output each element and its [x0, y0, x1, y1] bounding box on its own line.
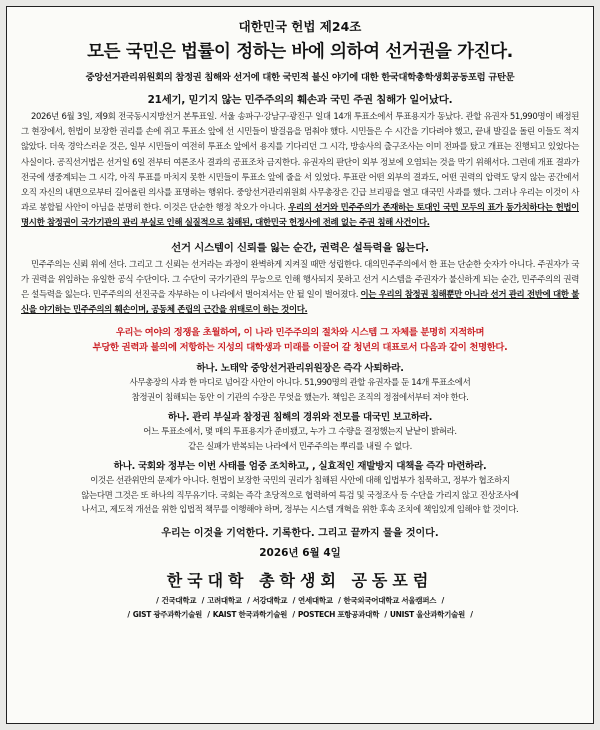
demand-heading: 하나. 노태악 중앙선거관리위원장은 즉각 사퇴하라.	[196, 363, 404, 375]
demand-heading: 하나. 국회와 정부는 이번 사태를 엄중 조치하고, , 실효적인 재발방지 대책을 즉각 마련하라.	[113, 461, 487, 473]
demand-1	[21, 360, 579, 404]
university: 연세대학교	[298, 595, 333, 605]
statement-page	[6, 6, 594, 724]
section2-paragraph	[21, 257, 579, 318]
statement-title: 중앙선거관리위원회의 참정권 침해와 선거에 대한 국민적 불신 야기에 대한 한국대학총학생회공동포럼 규탄문	[85, 72, 515, 83]
law-text: 모든 국민은 법률이 정하는 바에 의하여 선거권을 가진다.	[87, 42, 513, 62]
university-list	[21, 594, 579, 622]
university: 한국외국어대학교 서울캠퍼스	[343, 595, 437, 605]
demand-line: 어느 투표소에서, 몇 매의 투표용지가 준비됐고, 누가 그 수량을 결정했는지 낱낱이 밝혀라.	[143, 426, 457, 437]
demand-body	[21, 424, 579, 453]
red-statement-line: 부당한 권력과 불의에 저항하는 지성의 대학생과 미래를 이끌어 갈 청년의 대표로서 다음과 같이 천명한다.	[92, 342, 508, 354]
section2-heading: 선거 시스템이 신뢰를 잃는 순간, 권력은 설득력을 잃는다.	[171, 241, 429, 254]
sep: /	[292, 609, 295, 619]
sep: /	[470, 609, 473, 619]
section1-text: 2026년 6월 3일, 제9회 전국동시지방선거 본투표일. 서울 송파구·강남구·광진구 일대 14개 투표소에서 투표용지가 동났다. 관할 유권자 51,990명이 배정된 그 현장에서, 헌법이 보장한 권리를 손에 쥐고 투표소 앞에 선 시민들이 발걸음을 멈춰야 했다. 시민들은 수 시간을 기다려야 했고, 끝내 발길을 돌린 이들도 적지 않았다. 더욱 경악스러운 것은, 일부 시민들이 여전히 투표소 앞에서 용지를 기다리던 그 시각, 방송사의 출구조사는 이미 전파를 탔고 개표는 진행되고 있었다는 사실이다. 공직선거법은 선거일 6일 전부터 여론조사 결과의 공표조차 금지한다. 유권자의 판단이 외부 정보에 오염되는 것을 막기 위해서다. 그런데 개표 결과가 전국에 생중계되는 그 시각, 아직 투표를 마치지 못한 시민들이 투표소 앞에 줄을 서 있었다. 투표란 어떤 외부의 결과도, 어떤 권력의 압력도 닿지 않는 공간에서 오직 자신의 내면으로부터 길어올린 의사를 표명하는 행위다. 중앙선거관리위원회 사무총장은 긴급 브리핑을 열고 대국민 사과를 했다. 그러나 우리는 이것이 사과로 봉합될 사안이 아님을 분명히 한다. 이것은 단순한 행정 착오가 아니다.	[21, 111, 579, 213]
sep: /	[441, 595, 444, 605]
demand-body	[21, 375, 579, 404]
sep: /	[247, 595, 250, 605]
sep: /	[156, 595, 159, 605]
sep: /	[338, 595, 341, 605]
red-statement	[21, 325, 579, 355]
university: POSTECH 포항공과대학	[297, 609, 380, 619]
sep: /	[127, 609, 130, 619]
demand-2	[21, 409, 579, 453]
section1-paragraph	[21, 109, 579, 231]
organization-name: 한국대학 총학생회 공동포럼	[166, 570, 434, 590]
red-statement-line: 우리는 여야의 정쟁을 초월하여, 이 나라 민주주의의 절차와 시스템 그 자체를 분명히 지적하며	[115, 327, 485, 339]
closing-statement: 우리는 이것을 기억한다. 기록한다. 그리고 끝까지 물을 것이다.	[161, 527, 439, 539]
demand-heading: 하나. 관리 부실과 참정권 침해의 경위와 전모를 대국민 보고하라.	[167, 412, 433, 424]
sep: /	[201, 595, 205, 605]
demand-3	[21, 458, 579, 517]
section2-text: 민주주의는 신뢰 위에 선다. 그리고 그 신뢰는 선거라는 과정이 완벽하게 지켜질 때만 성립한다. 대의민주주의에서 한 표는 단순한 숫자가 아니다. 주권자가 국가 권력을 위임하는 유일한 공식 수단이다. 그 수단이 국가기관의 무능으로 인해 행사되지 못하고 선거 시스템을 주권자가 불신하게 되는 순간, 민주주의의 권력은 설득력을 잃는다. 민주주의의 선진국을 자부하는 이 나라에서 벌어져서는 안 될 일이 벌어졌다.	[21, 258, 579, 300]
university: 건국대학교	[161, 595, 197, 605]
demand-line: 나서고, 제도적 개선을 위한 입법적 책무를 이행해야 하며, 정부는 시스템 개혁을 위한 후속 조치에 책임있게 임해야 할 것이다.	[81, 504, 519, 515]
sep: /	[207, 609, 210, 619]
university: UNIST 울산과학기술원	[389, 609, 465, 619]
section1-heading: 21세기, 믿기지 않는 민주주의의 훼손과 국민 주권 침해가 일어났다.	[147, 94, 453, 106]
university-row-2	[21, 608, 579, 622]
law-title: 대한민국 헌법 제24조	[238, 19, 362, 34]
demand-line: 참정권이 침해되는 동안 이 기관의 수장은 무엇을 했는가. 책임은 조직의 정점에서부터 져야 한다.	[131, 391, 469, 402]
demand-body	[21, 473, 579, 517]
university: GIST 광주과학기술원	[132, 609, 202, 619]
demand-line: 사무총장의 사과 한 마디로 넘어갈 사안이 아니다. 51,990명의 관할 유권자를 둔 14개 투표소에서	[129, 377, 471, 388]
university-row-1	[21, 594, 579, 608]
sep: /	[292, 595, 296, 605]
section2-emphasis: 이는 우리의 참정권 침해뿐만 아니라 선거 관리 전반에 대한 불신을 야기하는 민주주의의 훼손이며, 공동체 존립의 근간을 위태로이 하는 것이다.	[21, 289, 579, 315]
demand-line: 않는다면 그것은 또 하나의 직무유기다. 국회는 즉각 초당적으로 협력하여 특검 및 국정조사 등 수단을 가리지 않고 진상조사에	[81, 489, 519, 500]
university: KAIST 한국과학기술원	[212, 609, 288, 619]
university: 서강대학교	[252, 595, 288, 605]
section1-emphasis: 우리의 선거와 민주주의가 존재하는 토대인 국민 모두의 표가 동가치하다는 헌법이 명시한 참정권이 국가기관의 관리 부실로 인해 실질적으로 침해된, 대한민국 헌정사에 전례 없는 주권 침해 사건이다.	[21, 202, 579, 228]
university: 고려대학교	[207, 595, 242, 605]
demand-line: 이것은 선관위만의 문제가 아니다. 헌법이 보장한 국민의 권리가 침해된 사안에 대해 입법부가 침묵하고, 정부가 협조하지	[90, 475, 510, 486]
demand-line: 같은 실패가 반복되는 나라에서 민주주의는 뿌리를 내릴 수 없다.	[188, 440, 412, 451]
sep: /	[384, 609, 387, 619]
statement-date: 2026년 6월 4일	[259, 546, 341, 559]
